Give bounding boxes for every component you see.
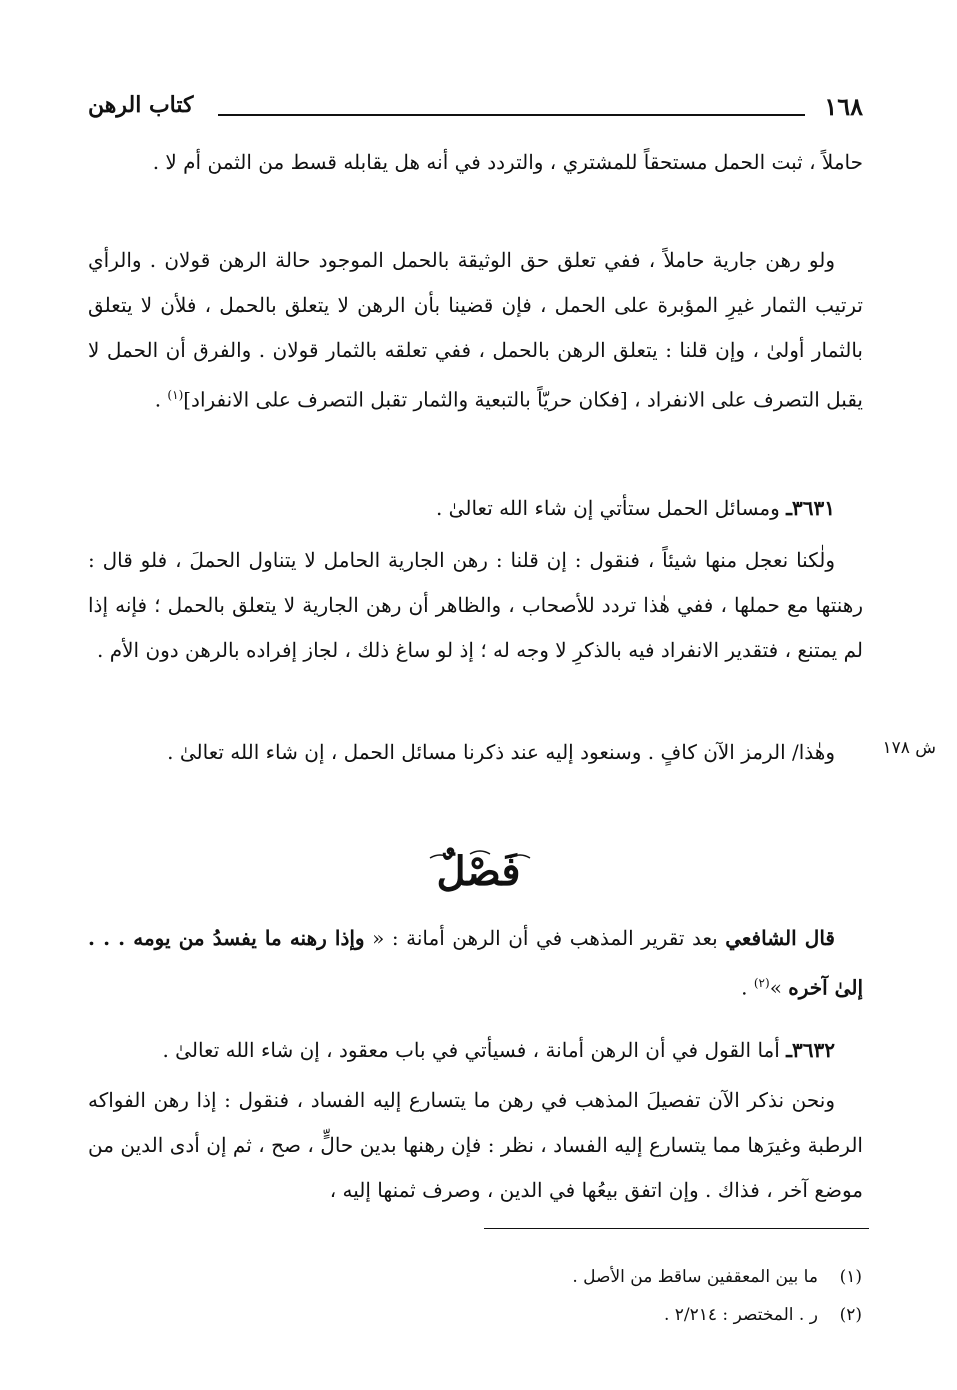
- footnote-1: [362, 1258, 862, 1296]
- paragraph-6-body: [88, 916, 863, 1011]
- quoted-author: قال الشافعي: [725, 926, 835, 950]
- paragraph-5: [88, 730, 863, 775]
- paragraph-3-body: [88, 486, 863, 531]
- footnote-ref-1: (١): [167, 388, 184, 402]
- footnote-1-text: ما بين المعقفين ساقط من الأصل .: [572, 1267, 818, 1287]
- paragraph-1-text: حاملاً ، ثبت الحمل مستحقاً للمشتري ، والتردد في أنه هل يقابله قسط من الثمن أم لا .: [152, 150, 863, 174]
- issue-number-3632: ٣٦٣٢ـ: [786, 1038, 835, 1062]
- paragraph-6-text: بعد تقرير المذهب في أن الرهن أمانة : «: [364, 926, 726, 950]
- paragraph-7-text: أما القول في أن الرهن أمانة ، فسيأتي في باب معقود ، إن شاء الله تعالىٰ .: [162, 1038, 787, 1062]
- paragraph-4-text: ولٰكنا نعجل منها شيئاً ، فنقول : إن قلنا : رهن الجارية الحامل لا يتناول الحملَ ، فلو قال : رهنتها مع حملها ، ففي هٰذا تردد للأصحاب ، والظاهر أن رهن الجارية لا يتعلق بالحمل ؛ فإنه إذا لم يمتنع ، فتقدير الانفراد فيه بالذكرِ لا وجه له ؛ إذ لو ساغ ذلك ، لجاز إفراده بالرهن دون الأم .: [88, 548, 863, 662]
- paragraph-2-text: ولو رهن جارية حاملاً ، ففي تعلق حق الوثيقة بالحمل الموجود حالة الرهن قولان . والرأي ترتيب الثمار غيرِ المؤبرة على الحمل ، فإن قضينا بأن الرهن لا يتعلق بالحمل ، فلأن لا يتعلق بالثمار أولىٰ ، وإن قلنا : يتعلق الرهن بالحمل ، ففي تعلقه بالثمار قولان . والفرق أن الحمل لا يقبل التصرف على الانفراد ، [فكان حريّاً بالتبعية والثمار تقبل التصرف على الانفراد]: [88, 248, 863, 412]
- footnote-2: [362, 1296, 862, 1334]
- footnote-2-text: ر . المختصر : ٢/٢١٤ .: [663, 1305, 818, 1325]
- footnote-ref-2: (٢): [753, 976, 770, 990]
- paragraph-6-close: »: [769, 975, 789, 1000]
- paragraph-7: [88, 1028, 863, 1073]
- paragraph-6-end: .: [741, 975, 754, 1000]
- paragraph-7-body: [88, 1028, 863, 1073]
- page-header: [88, 92, 863, 128]
- paragraph-4: [88, 538, 863, 673]
- paragraph-3: [88, 486, 863, 531]
- quoted-text: وإذا رهنه ما يفسدُ من يومه . . . إلىٰ آخره: [88, 926, 863, 1000]
- paragraph-2-body: [88, 238, 863, 423]
- header-rule: [218, 114, 805, 116]
- paragraph-8-text: ونحن نذكر الآن تفصيلَ المذهب في رهن ما يتسارع إليه الفساد ، فنقول : إذا رهن الفواكه الرطبة وغيرَها مما يتسارع إليه الفساد ، نظر : فإن رهنها بدين حالٍّ ، صح ، ثم إن أدى الدين من موضع آخر ، فذاك . وإن اتفق بيعُها في الدين ، وصرف ثمنها إليه ،: [88, 1088, 863, 1202]
- issue-number-3631: ٣٦٣١ـ: [786, 496, 835, 520]
- paragraph-5-text: وهٰذا/ الرمز الآن كافٍ . وسنعود إليه عند ذكرنا مسائل الحمل ، إن شاء الله تعالىٰ .: [167, 740, 835, 764]
- section-heading-fasl: فَصْلٌ: [436, 848, 521, 895]
- footnote-separator: [484, 1228, 869, 1229]
- footnote-1-marker: (١): [839, 1267, 862, 1287]
- paragraph-8: [88, 1078, 863, 1213]
- paragraph-3-text: ومسائل الحمل ستأتي إن شاء الله تعالىٰ .: [435, 496, 787, 520]
- footnote-2-marker: (٢): [839, 1305, 862, 1325]
- paragraph-2: [88, 238, 863, 423]
- running-title: كتاب الرهن: [88, 92, 194, 118]
- page-number: ١٦٨: [824, 92, 863, 121]
- margin-note-manuscript-folio: ش ١٧٨: [882, 738, 936, 758]
- paragraph-1: [88, 140, 863, 185]
- paragraph-6: [88, 916, 863, 1011]
- footnotes: [362, 1258, 862, 1334]
- paragraph-2-end: .: [154, 387, 168, 412]
